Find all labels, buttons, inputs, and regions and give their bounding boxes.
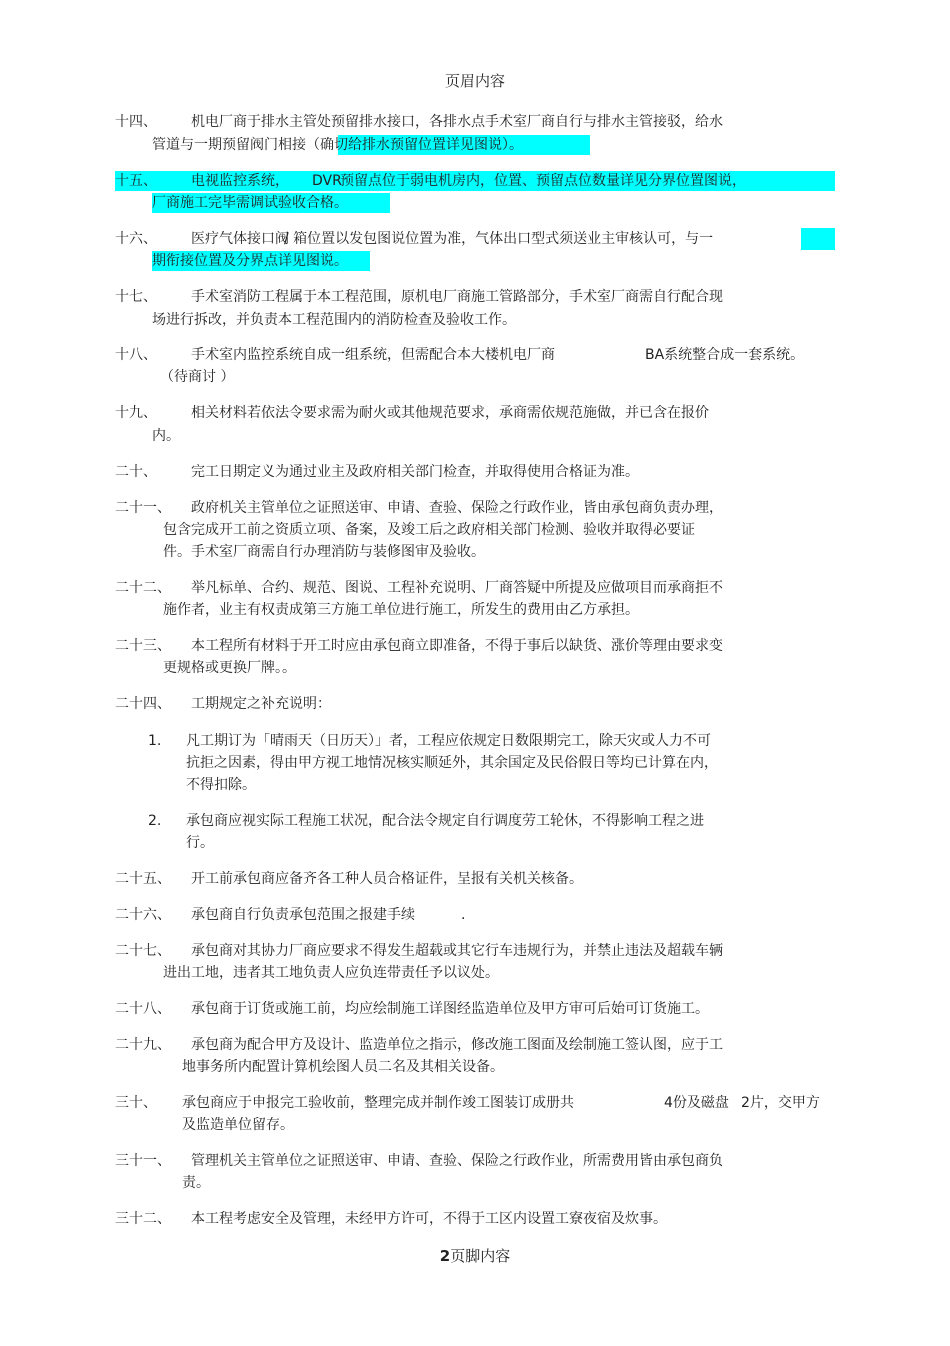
item-18-line-2: （待商讨 ） xyxy=(160,369,235,385)
item-number-21: 二十一、 xyxy=(115,500,171,516)
item-16-part-2: / 箱位置以发包图说位置为准，气体出口型式须送业主审核认可，与一 xyxy=(284,231,714,247)
subitem-1-line-1: 凡工期订为「晴雨天（日历天）」者，工程应依规定日数限期完工，除天灾或人力不可 xyxy=(186,733,711,749)
item-number-17: 十七、 xyxy=(115,289,157,305)
item-29-line-2: 地事务所内配置计算机绘图人员二名及其相关设备。 xyxy=(182,1059,504,1075)
subitem-2-line-2: 行。 xyxy=(186,835,214,851)
item-17-line-1: 手术室消防工程属于本工程范围，原机电厂商施工管路部分，手术室厂商需自行配合现 xyxy=(191,289,723,305)
item-number-28: 二十八、 xyxy=(115,1001,171,1017)
footer-label: 页脚内容 xyxy=(450,1247,511,1265)
highlight-16a xyxy=(801,228,835,250)
item-21-line-3: 件。手术室厂商需自行办理消防与装修图审及验收。 xyxy=(163,544,485,560)
item-number-15: 十五、 xyxy=(115,173,157,189)
subitem-number-1: 1. xyxy=(148,733,162,749)
item-16-line-2: 期衔接位置及分界点详见图说。 xyxy=(152,253,348,269)
item-number-18: 十八、 xyxy=(115,347,157,363)
item-number-22: 二十二、 xyxy=(115,580,171,596)
item-22-line-2: 施作者，业主有权责成第三方施工单位进行施工，所发生的费用由乙方承担。 xyxy=(163,602,639,618)
item-number-31: 三十一、 xyxy=(115,1153,171,1169)
item-15-part-1: 电视监控系统， xyxy=(191,173,289,189)
item-14-line-1: 机电厂商于排水主管处预留排水接口，各排水点手术室厂商自行与排水主管接驳，给水 xyxy=(191,114,723,130)
item-18-part-2: BA系统整合成一套系统。 xyxy=(645,347,805,363)
item-28-line-1: 承包商于订货或施工前，均应绘制施工详图经监造单位及甲方审可后始可订货施工。 xyxy=(191,1001,709,1017)
item-22-line-1: 举凡标单、合约、规范、图说、工程补充说明、厂商答疑中所提及应做项目而承商拒不 xyxy=(191,580,723,596)
item-24-line-1: 工期规定之补充说明： xyxy=(191,696,331,712)
item-number-20: 二十、 xyxy=(115,464,157,480)
item-26-line-1: 承包商自行负责承包范围之报建手续 xyxy=(191,907,415,923)
item-30-part-2: 4份及磁盘 xyxy=(664,1095,729,1111)
item-15-part-2: 预留点位于弱电机房内，位置、预留点位数量详见分界位置图说， xyxy=(340,173,746,189)
subitem-number-2: 2. xyxy=(148,813,162,829)
item-number-32: 三十二、 xyxy=(115,1211,171,1227)
item-30-part-3: 2片，交甲方 xyxy=(741,1095,820,1111)
item-23-line-2: 更规格或更换厂牌。。 xyxy=(163,660,296,676)
item-23-line-1: 本工程所有材料于开工时应由承包商立即准备，不得于事后以缺货、涨价等理由要求变 xyxy=(191,638,723,654)
item-19-line-1: 相关材料若依法令要求需为耐火或其他规范要求，承商需依规范施做，并已含在报价 xyxy=(191,405,709,421)
item-15-part-dvr: DVR xyxy=(312,173,342,189)
item-number-26: 二十六、 xyxy=(115,907,171,923)
item-29-line-1: 承包商为配合甲方及设计、监造单位之指示，修改施工图面及绘制施工签认图，应于工 xyxy=(191,1037,723,1053)
subitem-1-line-2: 抗拒之因素，得由甲方视工地情况核实顺延外，其余国定及民俗假日等均已计算在内， xyxy=(186,755,718,771)
item-number-16: 十六、 xyxy=(115,231,157,247)
item-27-line-1: 承包商对其协力厂商应要求不得发生超载或其它行车违规行为，并禁止违法及超载车辆 xyxy=(191,943,723,959)
item-number-27: 二十七、 xyxy=(115,943,171,959)
item-16-part-1: 医疗气体接口阀 xyxy=(191,231,289,247)
item-number-25: 二十五、 xyxy=(115,871,171,887)
item-32-line-1: 本工程考虑安全及管理，未经甲方许可，不得于工区内设置工寮夜宿及炊事。 xyxy=(191,1211,667,1227)
item-26-dot: . xyxy=(461,907,466,923)
page-number: 2 xyxy=(439,1247,451,1265)
item-25-line-1: 开工前承包商应备齐各工种人员合格证件，呈报有关机关核备。 xyxy=(191,871,583,887)
item-number-30: 三十、 xyxy=(115,1095,157,1111)
item-number-19: 十九、 xyxy=(115,405,157,421)
item-21-line-2: 包含完成开工前之资质立项、备案，及竣工后之政府相关部门检测、验收并取得必要证 xyxy=(163,522,695,538)
item-number-24: 二十四、 xyxy=(115,696,171,712)
item-17-line-2: 场进行拆改，并负责本工程范围内的消防检查及验收工作。 xyxy=(152,312,516,328)
item-number-23: 二十三、 xyxy=(115,638,171,654)
item-15-line-2: 厂商施工完毕需调试验收合格。 xyxy=(152,195,348,211)
item-number-14: 十四、 xyxy=(115,114,157,130)
item-18-part-1: 手术室内监控系统自成一组系统，但需配合本大楼机电厂商 xyxy=(191,347,555,363)
item-20-line-1: 完工日期定义为通过业主及政府相关部门检查，并取得使用合格证为准。 xyxy=(191,464,639,480)
subitem-1-line-3: 不得扣除。 xyxy=(186,777,256,793)
item-number-29: 二十九、 xyxy=(115,1037,171,1053)
item-31-line-1: 管理机关主管单位之证照送审、申请、查验、保险之行政作业，所需费用皆由承包商负 xyxy=(191,1153,723,1169)
page-header: 页眉内容 xyxy=(444,72,505,90)
item-30-line-2: 及监造单位留存。 xyxy=(182,1117,294,1133)
item-19-line-2: 内。 xyxy=(152,428,180,444)
page-footer xyxy=(0,1247,950,1265)
subitem-2-line-1: 承包商应视实际工程施工状况，配合法令规定自行调度劳工轮休，不得影响工程之进 xyxy=(186,813,704,829)
item-31-line-2: 责。 xyxy=(182,1175,210,1191)
item-30-part-1: 承包商应于申报完工验收前，整理完成并制作竣工图装订成册共 xyxy=(182,1095,574,1111)
item-14-line-2: 管道与一期预留阀门相接（确切给排水预留位置详见图说）。 xyxy=(152,137,523,153)
item-21-line-1: 政府机关主管单位之证照送审、申请、查验、保险之行政作业，皆由承包商负责办理， xyxy=(191,500,723,516)
item-27-line-2: 进出工地，违者其工地负责人应负连带责任予以议处。 xyxy=(163,965,499,981)
